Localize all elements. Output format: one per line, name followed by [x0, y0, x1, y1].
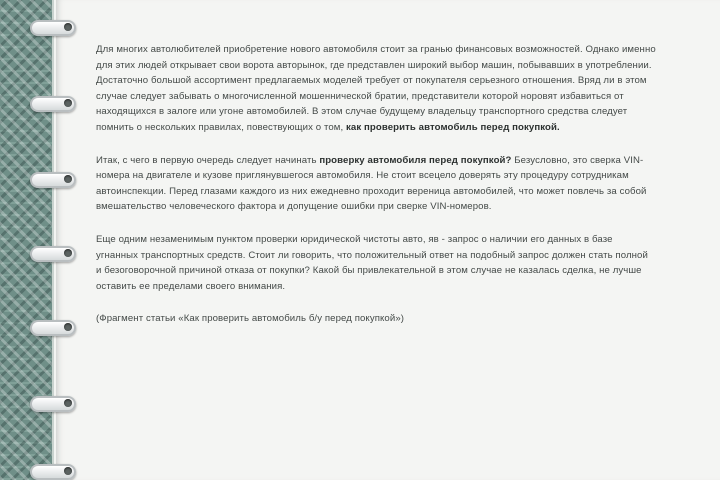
- spiral-ring: [30, 320, 74, 334]
- spiral-ring: [30, 172, 74, 186]
- spiral-ring: [30, 96, 74, 110]
- paragraph-database: [96, 232, 656, 294]
- paragraph-vin-rest: Безусловно, это сверка VIN-номера на двигателе и кузове приглянувшегося автомобиля. Не стоит всецело доверять эту процедуру сотрудникам автоинспекции. Перед глазами каждого из них ежедневно проходит вереница автомобилей, что может повлечь за собой вмешательство человеческого фактора и допущение ошибки при сверке VIN-номеров.: [96, 154, 647, 213]
- paragraph-vin-lead: Итак, с чего в первую очередь следует начинать: [96, 154, 320, 166]
- paragraph-intro-text: Для многих автолюбителей приобретение нового автомобиля стоит за гранью финансовых возможностей. Однако именно для этих людей открывает свои ворота авторынок, где представлен широкий выбор машин, побывавших в употреблении. Достаточно большой ассортимент предлагаемых моделей требует от покупателя серьезного отношения. Вряд ли в этом случае следует забывать о многочисленной мошеннической братии, представители которой норовят избавиться от находящихся в залоге или угоне автомобилей. В этом случае будущему владельцу транспортного средства следует помнить о нескольких правилах, повествующих о том,: [96, 44, 656, 133]
- spiral-ring: [30, 246, 74, 260]
- spiral-ring: [30, 396, 74, 410]
- paragraph-intro: [96, 42, 656, 136]
- paragraph-vin: [96, 153, 656, 215]
- spiral-ring: [30, 20, 74, 34]
- keyword-link: как проверить автомобиль перед покупкой.: [346, 121, 560, 133]
- keyword-highlight: проверку автомобиля перед покупкой?: [319, 154, 512, 166]
- caption-text: (Фрагмент статьи «Как проверить автомобиль б/у перед покупкой»): [96, 313, 405, 325]
- paragraph-database-text: Еще одним незаменимым пунктом проверки юридической чистоты авто, яв - запрос о наличии его данных в базе угнанных транспортных средств. Стоит ли говорить, что положительный ответ на подобный запрос должен стать полной и безоговорочной причиной отказа от покупки? Какой бы привлекательной в этом случае не казалась сделка, не лучше оставить ее пределами своего внимания.: [96, 233, 648, 292]
- article-caption: [96, 311, 656, 327]
- spiral-ring: [30, 464, 74, 478]
- article-text: [96, 42, 656, 344]
